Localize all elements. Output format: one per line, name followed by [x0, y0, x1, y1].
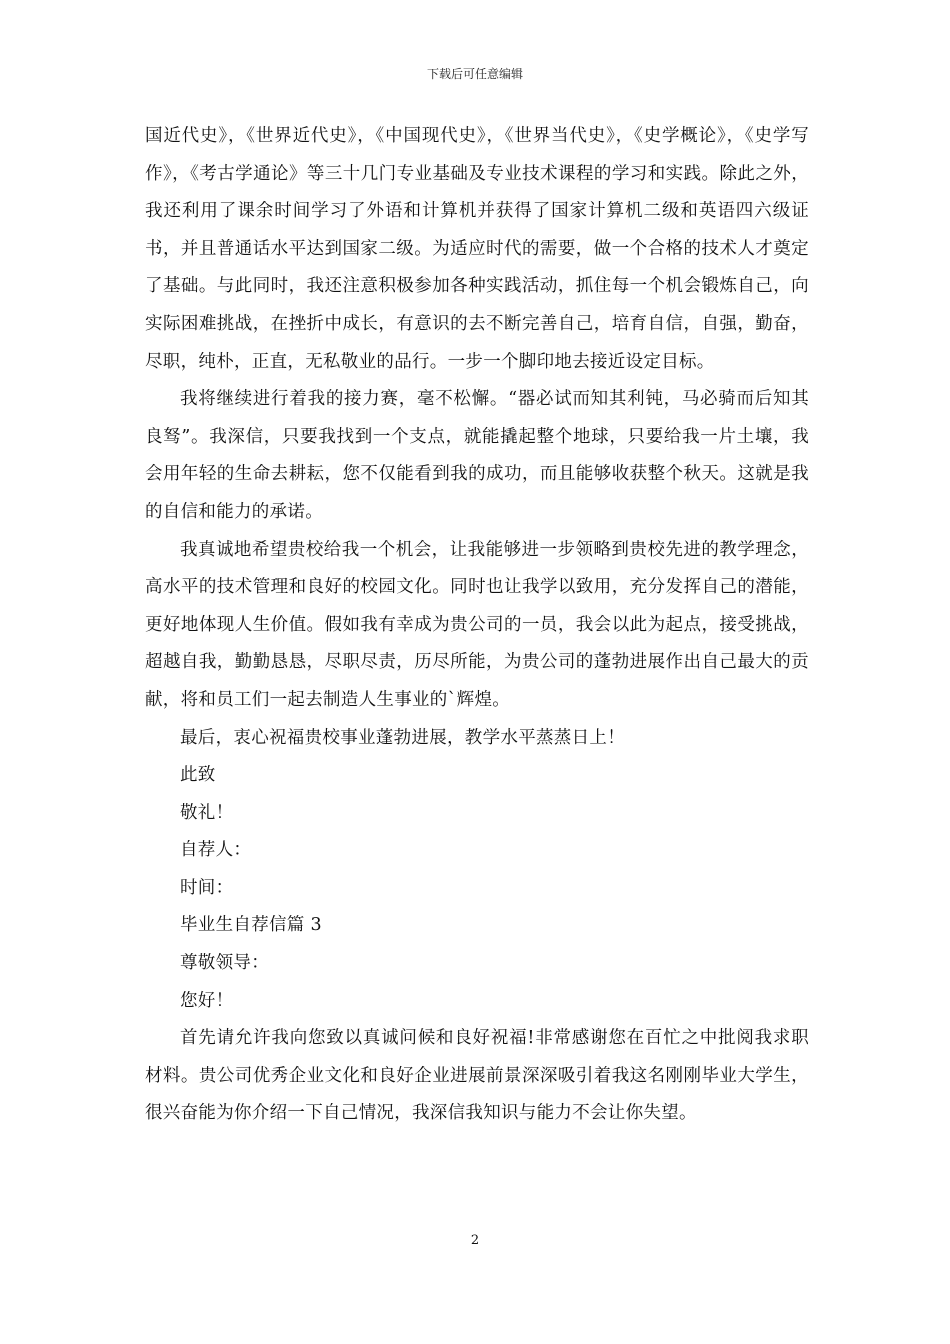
body-paragraph-4: 首先请允许我向您致以真诚问候和良好祝福!非常感谢您在百忙之中批阅我求职材料。贵公司优秀企业文化和良好企业进展前景深深吸引着我这名刚刚毕业大学生，很兴奋能为你介绍一下自己情况，我深信我知识与能力不会让你失望。 — [145, 1028, 809, 1124]
body-paragraph-1: 国近代史》，《世界近代史》，《中国现代史》，《世界当代史》，《史学概论》，《史学写作》，《考古学通论》等三十几门专业基础及专业技术课程的学习和实践。除此之外，我还利用了课余时间学习了外语和计算机并获得了国家计算机二级和英语四六级证书，并且普通话水平达到国家二级。为适应时代的需要，做一个合格的技术人才奠定了基础。与此同时，我还注意积极参加各种实践活动，抓住每一个机会锻炼自己，向实际困难挑战，在挫折中成长，有意识的去不断完善自己，培育自信，自强，勤奋，尽职，纯朴，正直，无私敬业的品行。一步一个脚印地去接近设定目标。 — [145, 126, 809, 372]
date-label: 时间： — [180, 877, 234, 898]
greeting-hello: 您好！ — [180, 990, 234, 1011]
signature-label: 自荐人： — [180, 840, 252, 861]
salutation-cizhi: 此致 — [180, 765, 216, 786]
closing-wish: 最后，衷心祝福贵校事业蓬勃进展，教学水平蒸蒸日上！ — [180, 727, 625, 748]
section-title: 毕业生自荐信篇 3 — [180, 915, 322, 936]
body-paragraph-2: 我将继续进行着我的接力赛，毫不松懈。“器必试而知其利钝，马必骑而后知其良驽”。我深信，只要我找到一个支点，就能撬起整个地球，只要给我一片土壤，我会用年轻的生命去耕耘，您不仅能看到我的成功，而且能够收获整个秋天。这就是我的自信和能力的承诺。 — [145, 389, 809, 522]
page-header-note: 下载后可任意编辑 — [426, 67, 523, 81]
greeting-recipient: 尊敬领导： — [180, 953, 269, 974]
body-paragraph-3: 我真诚地希望贵校给我一个机会，让我能够进一步领略到贵校先进的教学理念，高水平的技术管理和良好的校园文化。同时也让我学以致用，充分发挥自己的潜能，更好地体现人生价值。假如我有幸成为贵公司的一员，我会以此为起点，接受挑战，超越自我，勤勤恳恳，尽职尽责，历尽所能，为贵公司的蓬勃进展作出自己最大的贡献，将和员工们一起去制造人生事业的`辉煌。 — [145, 539, 809, 710]
page-number: 2 — [470, 1233, 480, 1248]
salutation-jingli: 敬礼！ — [180, 802, 234, 823]
document-body — [145, 118, 809, 1133]
